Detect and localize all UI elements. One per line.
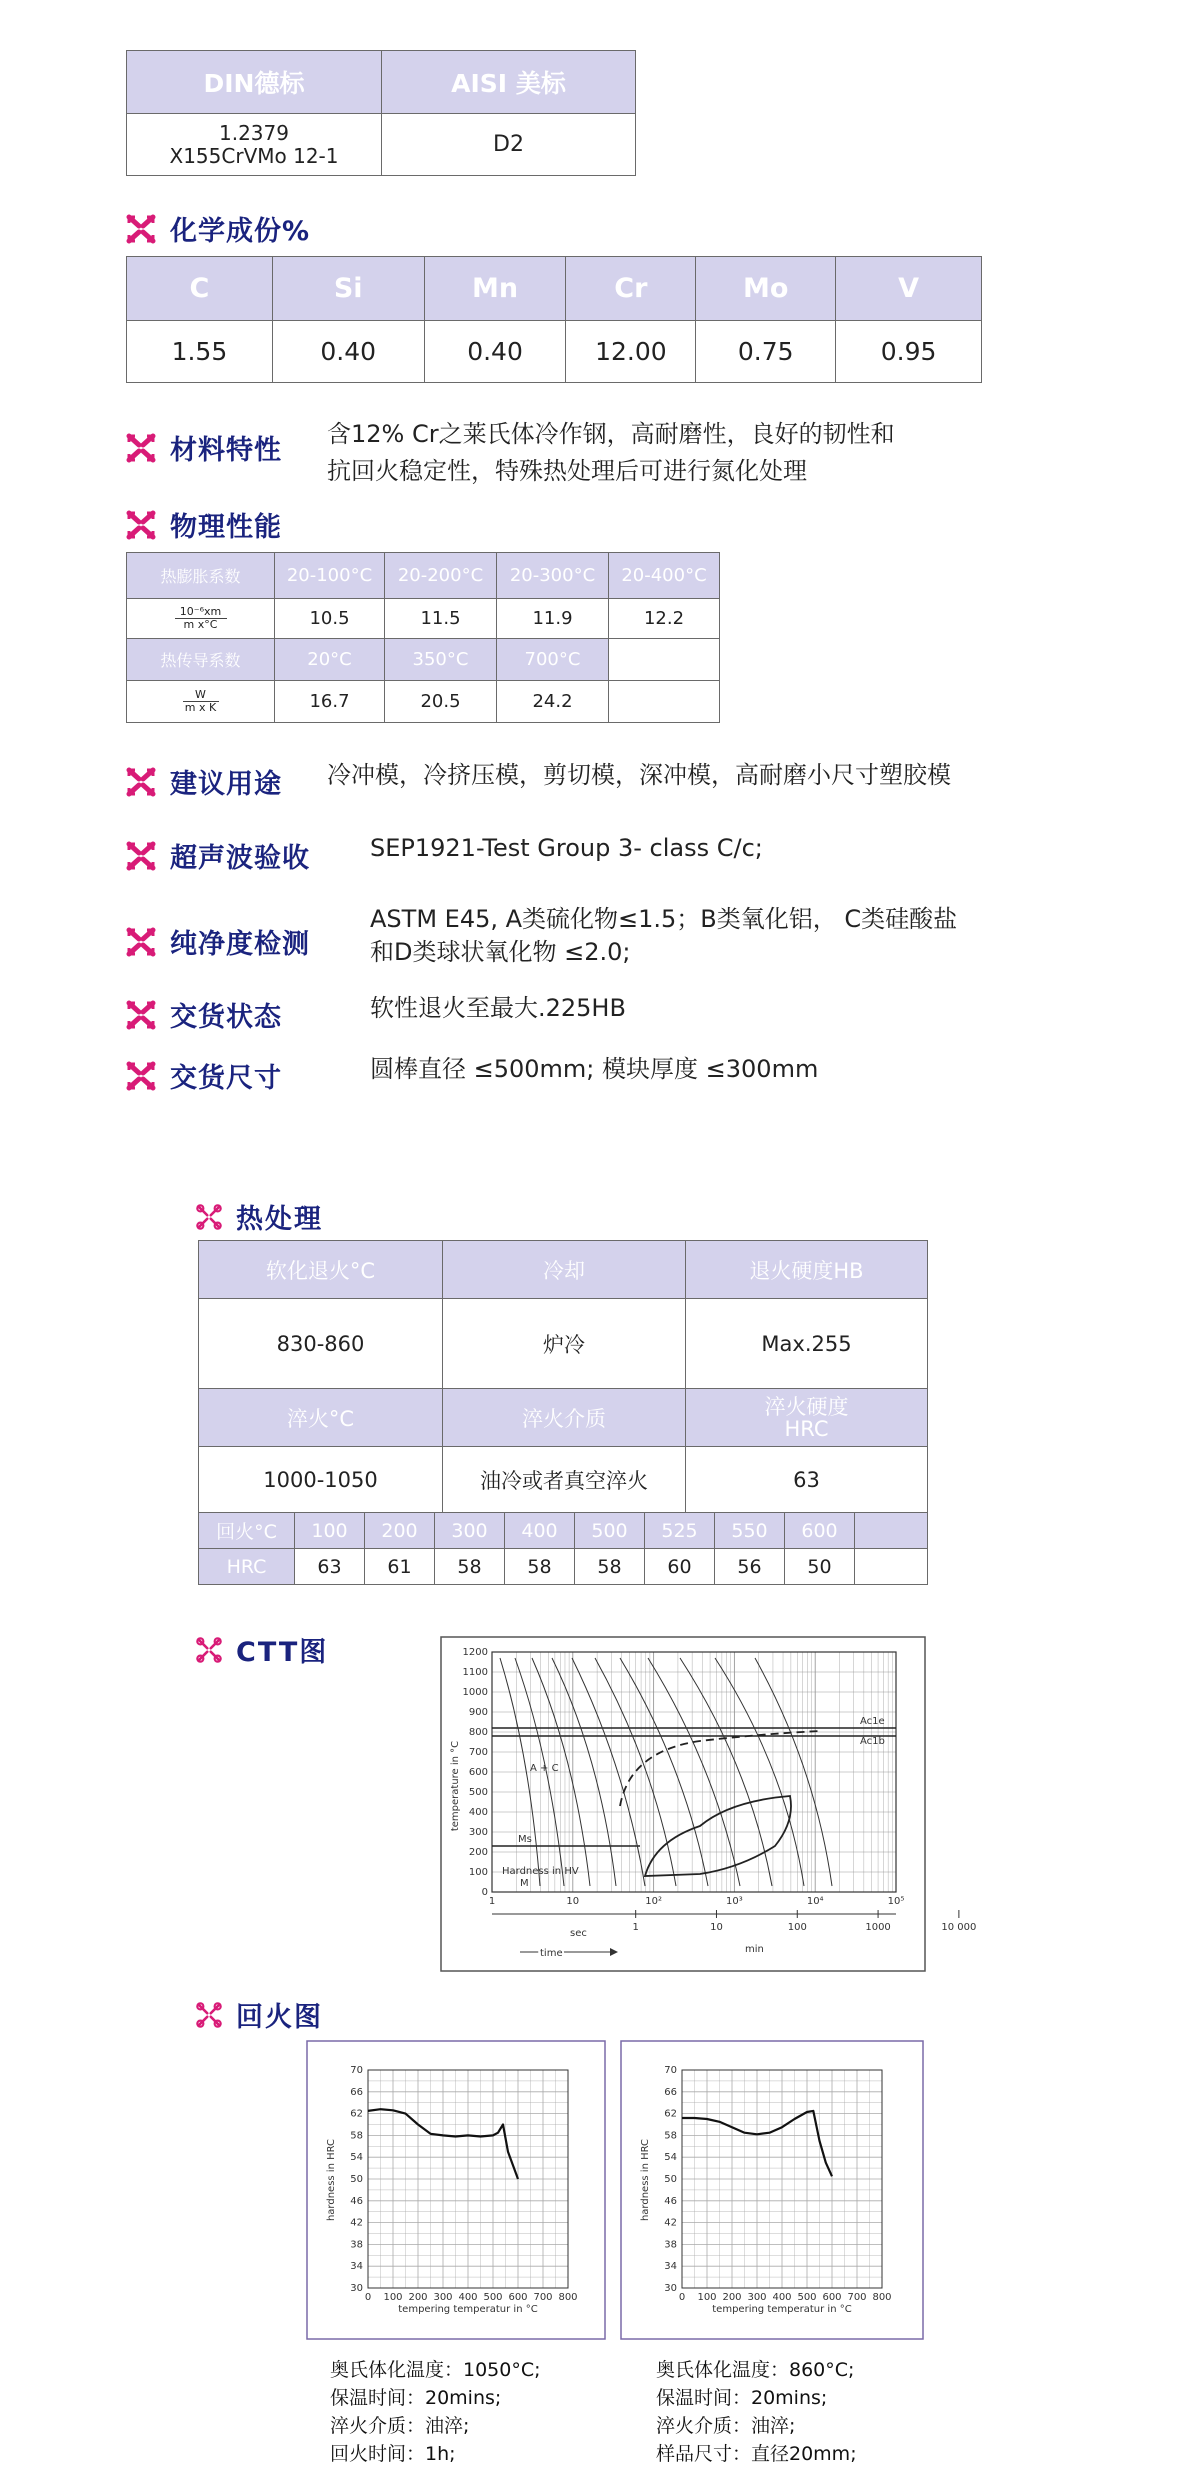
- cross-bullet-icon: [126, 927, 156, 957]
- heat-treatment-title: 热处理: [236, 1204, 323, 1235]
- cross-bullet-icon: [126, 214, 156, 244]
- chart2-note: 保温时间：20mins;: [656, 2387, 828, 2409]
- y-tick-label: 66: [664, 2086, 677, 2098]
- delivery-state-text: 软性退火至最大.225HB: [370, 994, 626, 1022]
- x-tick-label: 100: [697, 2292, 717, 2303]
- heat-treatment-table: [198, 1240, 928, 1513]
- y-tick-label: 46: [350, 2195, 363, 2207]
- x-tick-label: 200: [722, 2292, 742, 2303]
- chemical-header-row: [127, 257, 982, 321]
- hrc-value: 58: [575, 1549, 645, 1585]
- y-axis-label: hardness in HRC: [326, 2138, 337, 2222]
- chemical-value-row: [127, 321, 982, 383]
- chart1-note: 淬火介质：油淬;: [330, 2415, 470, 2437]
- chemical-section-heading: [126, 209, 310, 248]
- delivery-size-text: 圆棒直径 ≤500mm; 模块厚度 ≤300mm: [370, 1055, 819, 1083]
- conduction-label: 热传导系数: [127, 639, 275, 681]
- ctt-x-tick-min: 1000: [865, 1922, 891, 1933]
- expansion-range: 20-400°C: [609, 553, 720, 599]
- ctt-x-tick-sec: 10²: [645, 1896, 662, 1907]
- y-tick-label: 70: [664, 2065, 677, 2076]
- ctt-y-label: temperature in °C: [450, 1740, 461, 1832]
- hrc-value: 61: [365, 1549, 435, 1585]
- purity-line-2: 和D类球状氧化物 ≤2.0;: [370, 938, 631, 966]
- aisi-header: AISI 美标: [382, 51, 636, 114]
- chart2-note: 样品尺寸：直径20mm;: [656, 2443, 857, 2465]
- ac1e-label: Ac1e: [860, 1716, 885, 1727]
- ultrasonic-text: SEP1921-Test Group 3- class C/c;: [370, 834, 763, 862]
- y-tick-label: 66: [350, 2086, 363, 2098]
- temper-label: 回火°C: [199, 1513, 295, 1549]
- chart1-notes: [330, 2356, 541, 2468]
- expansion-value: 12.2: [609, 599, 720, 639]
- temper-temp: 550: [715, 1513, 785, 1549]
- cross-bullet-icon: [196, 2002, 222, 2028]
- y-tick-label: 54: [350, 2152, 363, 2164]
- ht-value: 63: [686, 1447, 928, 1513]
- chart2-note: 淬火介质：油淬;: [656, 2415, 796, 2437]
- conduction-value: 16.7: [275, 681, 385, 723]
- unit-denominator: m x K: [183, 701, 219, 714]
- grade-table: [126, 50, 636, 176]
- x-tick-label: 600: [822, 2292, 842, 2303]
- conduction-temp: 700°C: [497, 639, 609, 681]
- cross-bullet-icon: [196, 1204, 222, 1230]
- ctt-y-tick: 600: [468, 1767, 488, 1778]
- ht-header: 软化退火°C: [199, 1241, 443, 1299]
- y-tick-label: 30: [350, 2283, 363, 2294]
- x-tick-label: 500: [797, 2292, 817, 2303]
- material-section-heading: [126, 428, 282, 467]
- x-tick-label: 0: [678, 2292, 686, 2303]
- hrc-value: 56: [715, 1549, 785, 1585]
- ctt-y-tick: 800: [468, 1727, 488, 1738]
- temper-temp: 500: [575, 1513, 645, 1549]
- ctt-y-tick: 1200: [462, 1647, 488, 1658]
- ht-value: 1000-1050: [199, 1447, 443, 1513]
- ctt-y-tick: 1000: [462, 1687, 488, 1698]
- x-tick-label: 200: [408, 2292, 428, 2303]
- ctt-y-tick: 400: [468, 1807, 488, 1818]
- conduction-value: 24.2: [497, 681, 609, 723]
- cross-bullet-icon: [126, 510, 156, 540]
- element-value: 0.95: [836, 321, 982, 383]
- ctt-x-tick-sec: 1: [488, 1896, 496, 1907]
- temper-temp: 300: [435, 1513, 505, 1549]
- y-tick-label: 58: [350, 2130, 363, 2142]
- purity-title: 纯净度检测: [170, 929, 310, 960]
- chart1-note: 回火时间：1h;: [330, 2443, 456, 2465]
- x-tick-label: 300: [433, 2292, 453, 2303]
- ctt-y-tick: 1100: [462, 1667, 488, 1678]
- ctt-time-label: time: [540, 1948, 563, 1959]
- unit-denominator: m x°C: [175, 618, 227, 631]
- ht-value: 油冷或者真空淬火: [443, 1447, 686, 1513]
- y-tick-label: 54: [664, 2152, 677, 2164]
- element-value: 0.40: [424, 321, 566, 383]
- temper-row: [199, 1513, 928, 1549]
- y-tick-label: 50: [664, 2174, 677, 2185]
- y-tick-label: 30: [664, 2283, 677, 2294]
- element-header: Cr: [566, 257, 696, 321]
- y-tick-label: 38: [664, 2239, 677, 2251]
- y-tick-label: 50: [350, 2174, 363, 2185]
- expansion-range: 20-100°C: [275, 553, 385, 599]
- ctt-diagram: [440, 1636, 977, 1972]
- element-value: 0.40: [272, 321, 424, 383]
- ctt-y-tick: 300: [468, 1827, 488, 1838]
- ctt-x-tick-sec: 10³: [726, 1896, 743, 1907]
- ms-label: Ms: [518, 1834, 532, 1845]
- ctt-title: CTT图: [236, 1637, 329, 1668]
- ctt-y-tick: 0: [481, 1887, 488, 1898]
- usage-section-heading: [126, 762, 282, 801]
- ac1b-label: Ac1b: [860, 1736, 885, 1747]
- cross-bullet-icon: [126, 1061, 156, 1091]
- tempering-title: 回火图: [236, 2002, 323, 2033]
- ctt-y-tick: 900: [468, 1707, 488, 1718]
- ultrasonic-title: 超声波验收: [170, 843, 310, 874]
- y-tick-label: 62: [350, 2108, 363, 2120]
- din-value-cell: [127, 114, 382, 176]
- element-value: 0.75: [696, 321, 836, 383]
- ctt-x-tick-min: 10 000: [941, 1922, 977, 1933]
- aisi-value: D2: [382, 114, 636, 176]
- expansion-range: 20-300°C: [497, 553, 609, 599]
- ctt-x-tick-min: 100: [787, 1922, 807, 1933]
- element-value: 1.55: [127, 321, 273, 383]
- cross-bullet-icon: [196, 1637, 222, 1663]
- unit-numerator: W: [195, 688, 206, 701]
- element-header: V: [836, 257, 982, 321]
- ctt-y-tick: 500: [468, 1787, 488, 1798]
- x-tick-label: 400: [772, 2292, 792, 2303]
- purity-section-heading: [126, 922, 310, 961]
- x-tick-label: 500: [483, 2292, 503, 2303]
- ctt-x-tick-sec: 10⁵: [887, 1896, 905, 1907]
- m-label: M: [520, 1878, 529, 1889]
- din-header: DIN德标: [127, 51, 382, 114]
- x-axis-label: tempering temperatur in °C: [712, 2304, 852, 2315]
- ctt-y-tick: 100: [468, 1867, 488, 1878]
- region-ac-label: A + C: [530, 1763, 559, 1774]
- element-header: Mn: [424, 257, 566, 321]
- usage-title: 建议用途: [170, 769, 282, 800]
- y-tick-label: 46: [664, 2195, 677, 2207]
- physical-title: 物理性能: [170, 512, 282, 543]
- ctt-x-tick-sec: 10⁴: [806, 1896, 824, 1907]
- expansion-unit: [127, 599, 275, 639]
- ctt-sec-label: sec: [570, 1928, 587, 1939]
- cross-bullet-icon: [126, 841, 156, 871]
- ctt-y-tick: 200: [468, 1847, 488, 1858]
- ht-header: 淬火介质: [443, 1389, 686, 1447]
- ctt-y-tick: 700: [468, 1747, 488, 1758]
- heat-treatment-section-heading: [196, 1197, 323, 1236]
- din-designation: X155CrVMo 12-1: [169, 143, 339, 168]
- ht-header: 冷却: [443, 1241, 686, 1299]
- expansion-range: 20-200°C: [385, 553, 497, 599]
- material-line-2: 抗回火稳定性，特殊热处理后可进行氮化处理: [327, 457, 807, 485]
- empty-cell: [609, 639, 720, 681]
- y-tick-label: 42: [664, 2217, 677, 2229]
- x-tick-label: 600: [508, 2292, 528, 2303]
- conduction-unit: [127, 681, 275, 723]
- hrc-value: 58: [505, 1549, 575, 1585]
- ht-value: 炉冷: [443, 1299, 686, 1389]
- element-header: C: [127, 257, 273, 321]
- hrc-value: 50: [785, 1549, 855, 1585]
- material-description: [327, 416, 895, 490]
- ctt-x-tick-min: 1: [632, 1922, 639, 1933]
- ht-header: 退火硬度HB: [686, 1241, 928, 1299]
- y-tick-label: 42: [350, 2217, 363, 2229]
- element-header: Si: [272, 257, 424, 321]
- y-tick-label: 58: [664, 2130, 677, 2142]
- hrc-value: 58: [435, 1549, 505, 1585]
- element-header: Mo: [696, 257, 836, 321]
- x-tick-label: 700: [533, 2292, 553, 2303]
- element-value: 12.00: [566, 321, 696, 383]
- physical-table: [126, 552, 720, 723]
- ht-header: 淬火°C: [199, 1389, 443, 1447]
- delivery-state-title: 交货状态: [170, 1002, 282, 1033]
- expansion-value: 10.5: [275, 599, 385, 639]
- material-title: 材料特性: [170, 435, 282, 466]
- physical-section-heading: [126, 505, 282, 544]
- hrc-value: 60: [645, 1549, 715, 1585]
- chart1-note: 奥氏体化温度：1050°C;: [330, 2359, 541, 2381]
- tempering-hardness-table: [198, 1512, 928, 1585]
- temper-temp: 525: [645, 1513, 715, 1549]
- empty-cell: [855, 1549, 928, 1585]
- y-tick-label: 38: [350, 2239, 363, 2251]
- expansion-value: 11.5: [385, 599, 497, 639]
- hrc-row: [199, 1549, 928, 1585]
- ctt-section-heading: [196, 1630, 328, 1669]
- chemical-title: 化学成份%: [170, 216, 311, 247]
- y-tick-label: 34: [350, 2261, 363, 2273]
- temper-temp: 100: [295, 1513, 365, 1549]
- delivery-size-title: 交货尺寸: [170, 1063, 282, 1094]
- ctt-x-tick-min: 10: [710, 1922, 723, 1933]
- x-axis-label: tempering temperatur in °C: [398, 2304, 538, 2315]
- ultrasonic-section-heading: [126, 836, 310, 875]
- conduction-temp: 20°C: [275, 639, 385, 681]
- conduction-value: 20.5: [385, 681, 497, 723]
- unit-numerator: 10⁻⁶xm: [179, 605, 222, 618]
- purity-line-1: ASTM E45, A类硫化物≤1.5；B类氧化铝， C类硅酸盐: [370, 905, 958, 933]
- chemical-table: [126, 256, 982, 383]
- y-axis-label: hardness in HRC: [640, 2138, 651, 2222]
- x-tick-label: 700: [847, 2292, 867, 2303]
- x-tick-label: 300: [747, 2292, 767, 2303]
- delivery-size-section-heading: [126, 1056, 282, 1095]
- ctt-legend: Hardness in HV: [502, 1866, 579, 1877]
- tempering-section-heading: [196, 1995, 323, 2034]
- empty-cell: [609, 681, 720, 723]
- din-number: 1.2379: [219, 120, 289, 145]
- y-tick-label: 70: [350, 2065, 363, 2076]
- cross-bullet-icon: [126, 433, 156, 463]
- material-line-1: 含12% Cr之莱氏体冷作钢，高耐磨性，良好的韧性和: [327, 420, 895, 448]
- ctt-x-tick-sec: 10: [566, 1896, 580, 1907]
- y-tick-label: 62: [664, 2108, 677, 2120]
- x-tick-label: 800: [872, 2292, 892, 2303]
- ht-header: 淬火硬度 HRC: [686, 1389, 928, 1447]
- usage-text: 冷冲模，冷挤压模，剪切模，深冲模，高耐磨小尺寸塑胶模: [327, 761, 951, 789]
- ht-value: Max.255: [686, 1299, 928, 1389]
- x-tick-label: 800: [558, 2292, 578, 2303]
- empty-cell: [855, 1513, 928, 1549]
- tempering-chart-1: [306, 2040, 606, 2340]
- delivery-state-section-heading: [126, 995, 282, 1034]
- x-tick-label: 0: [364, 2292, 372, 2303]
- y-tick-label: 34: [664, 2261, 677, 2273]
- temper-temp: 200: [365, 1513, 435, 1549]
- conduction-temp: 350°C: [385, 639, 497, 681]
- x-tick-label: 100: [383, 2292, 403, 2303]
- temper-temp: 600: [785, 1513, 855, 1549]
- expansion-value: 11.9: [497, 599, 609, 639]
- hrc-value: 63: [295, 1549, 365, 1585]
- x-tick-label: 400: [458, 2292, 478, 2303]
- ctt-min-label: min: [745, 1944, 764, 1955]
- hrc-label: HRC: [199, 1549, 295, 1585]
- chart2-note: 奥氏体化温度：860°C;: [656, 2359, 855, 2381]
- purity-text: [370, 903, 957, 969]
- tempering-chart-2: [620, 2040, 924, 2340]
- expansion-label: 热膨胀系数: [127, 553, 275, 599]
- temper-temp: 400: [505, 1513, 575, 1549]
- ht-value: 830-860: [199, 1299, 443, 1389]
- chart1-note: 保温时间：20mins;: [330, 2387, 502, 2409]
- cross-bullet-icon: [126, 1000, 156, 1030]
- chart2-notes: [656, 2356, 857, 2468]
- cross-bullet-icon: [126, 767, 156, 797]
